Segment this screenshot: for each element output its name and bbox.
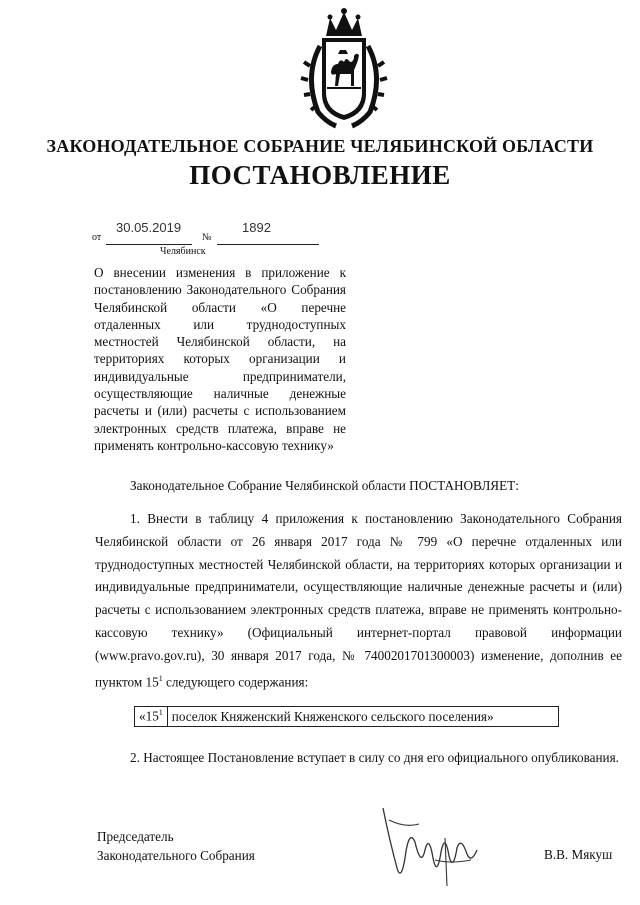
table-cell-entry: поселок Княженский Княженского сельского поселения» bbox=[167, 707, 558, 727]
table-row bbox=[135, 707, 559, 727]
chelyabinsk-coat-of-arms-icon bbox=[296, 6, 392, 134]
item-1-superscript: 1 bbox=[158, 673, 163, 683]
date-number-block bbox=[92, 218, 332, 260]
preamble: Законодательное Собрание Челябинской области ПОСТАНОВЛЯЕТ: bbox=[130, 478, 519, 493]
from-label: от bbox=[92, 232, 102, 243]
number-underline bbox=[217, 244, 319, 245]
row-number: «15 bbox=[139, 708, 159, 724]
item-1-paragraph bbox=[95, 508, 622, 694]
number-label: № bbox=[202, 232, 212, 243]
signatory-name: В.В. Мякуш bbox=[544, 847, 613, 862]
signatory-title-line-2: Законодательного Собрания bbox=[97, 847, 255, 863]
document-date: 30.05.2019 bbox=[116, 220, 182, 235]
signatory-title bbox=[97, 828, 255, 865]
handwritten-signature bbox=[375, 798, 485, 890]
item-1-tail: следующего содержания: bbox=[162, 673, 309, 689]
document-number: 1892 bbox=[242, 220, 271, 235]
document-subject: О внесении изменения в приложение к постановлению Законодательного Собрания Челябинской области «О перечне отдаленных или труднодоступных местностей Челябинской области, на территориях которых организации и индивидуальные предприниматели, осуществляющие наличные денежные расчеты и (или) расчеты с использованием электронных средств платежа, вправе не применять контрольно-кассовую технику» bbox=[94, 265, 346, 453]
date-underline bbox=[106, 244, 192, 245]
organization-title: ЗАКОНОДАТЕЛЬНОЕ СОБРАНИЕ ЧЕЛЯБИНСКОЙ ОБЛАСТИ bbox=[46, 136, 594, 156]
item-2-paragraph: 2. Настоящее Постановление вступает в силу со дня его официального опубликования. bbox=[130, 750, 619, 765]
signatory-title-line-1: Председатель bbox=[97, 829, 174, 844]
row-number-superscript: 1 bbox=[158, 708, 163, 718]
table-cell-number bbox=[135, 707, 168, 727]
city-label: Челябинск bbox=[160, 246, 206, 257]
amendment-table bbox=[134, 706, 559, 727]
item-1-text: 1. Внести в таблицу 4 приложения к постановлению Законодательного Собрания Челябинской области от 26 января 2017 года № 799 «О перечне отдаленных или труднодоступных местностей Челябинской области, на территориях которых организации и индивидуальные предприниматели, осуществляющие наличные денежные расчеты и (или) расчеты с использованием электронных средств платежа, вправе не применять контрольно-кассовую технику» (Официальный интернет-портал правовой информации (www.pravo.gov.ru), 30 января 2017 года, № 7400201701300003) изменение, дополнив ее пунктом 15 bbox=[95, 511, 622, 689]
document-type-title: ПОСТАНОВЛЕНИЕ bbox=[189, 160, 451, 190]
